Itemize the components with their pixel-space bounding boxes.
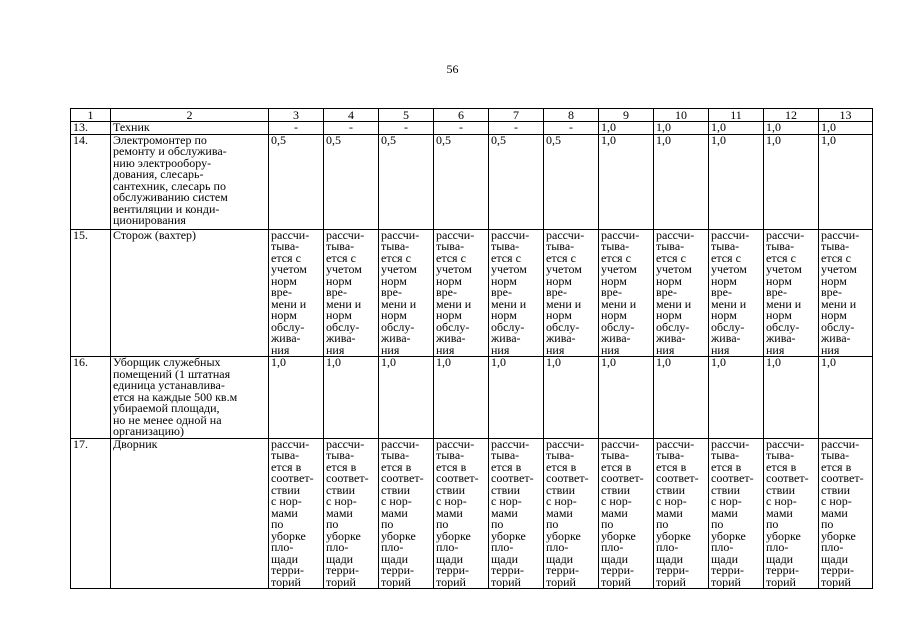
column-header: 12 [764, 109, 819, 122]
table-cell: 1,0 [434, 357, 489, 439]
column-header: 13 [819, 109, 873, 122]
table-cell: 1,0 [269, 357, 324, 439]
staffing-table [70, 108, 873, 589]
position-name: Техник [111, 122, 269, 135]
table-cell: 1,0 [819, 122, 873, 135]
table-row [71, 229, 873, 357]
table-cell: - [544, 122, 599, 135]
column-header: 11 [709, 109, 764, 122]
table-cell: рассчи- тыва- ется в соответ- ствии с нор- мами по уборке пло- щади терри- торий [381, 438, 424, 589]
table-cell: - [324, 122, 379, 135]
table-cell: 1,0 [544, 357, 599, 439]
table-cell: рассчи- тыва- ется в соответ- ствии с нор- мами по уборке пло- щади терри- торий [546, 438, 589, 589]
table-cell: 0,5 [324, 134, 379, 229]
column-header: 3 [269, 109, 324, 122]
table-cell: 1,0 [599, 134, 654, 229]
table-cell: рассчи- тыва- ется с учетом норм вре- мени и норм обслу- жива- ния [766, 229, 805, 357]
position-name: Уборщик служебных помещений (1 штатная единица устанавлива- ется на каждые 500 кв.м убираемой площади, но не менее одной на организацию) [113, 356, 238, 438]
table-cell: 1,0 [819, 134, 873, 229]
table-cell: 1,0 [654, 134, 709, 229]
table-row [71, 357, 873, 439]
table-cell: рассчи- тыва- ется с учетом норм вре- мени и норм обслу- жива- ния [711, 229, 750, 357]
table-cell: 1,0 [654, 122, 709, 135]
table-cell: 0,5 [269, 134, 324, 229]
column-header: 6 [434, 109, 489, 122]
table-cell: 1,0 [764, 134, 819, 229]
column-header: 8 [544, 109, 599, 122]
table-cell: - [379, 122, 434, 135]
table-cell: рассчи- тыва- ется в соответ- ствии с нор- мами по уборке пло- щади терри- торий [711, 438, 754, 589]
table-cell: рассчи- тыва- ется с учетом норм вре- мени и норм обслу- жива- ния [491, 229, 530, 357]
table-cell: - [269, 122, 324, 135]
column-header: 9 [599, 109, 654, 122]
column-header: 7 [489, 109, 544, 122]
table-cell: 1,0 [599, 122, 654, 135]
table-cell: рассчи- тыва- ется в соответ- ствии с нор- мами по уборке пло- щади терри- торий [326, 438, 369, 589]
row-number: 15. [71, 229, 111, 357]
table-cell: рассчи- тыва- ется с учетом норм вре- мени и норм обслу- жива- ния [601, 229, 640, 357]
table-row [71, 122, 873, 135]
table-cell: 0,5 [434, 134, 489, 229]
table-cell: рассчи- тыва- ется с учетом норм вре- мени и норм обслу- жива- ния [326, 229, 365, 357]
position-name: Электромонтер по ремонту и обслужива- нию электрообору- дования, слесарь- сантехник, слесарь по обслуживанию систем вентиляции и конди- ционирования [113, 134, 228, 227]
row-number: 14. [71, 134, 111, 229]
table-cell: рассчи- тыва- ется с учетом норм вре- мени и норм обслу- жива- ния [271, 229, 310, 357]
table-cell: 1,0 [819, 357, 873, 439]
table-cell: рассчи- тыва- ется в соответ- ствии с нор- мами по уборке пло- щади терри- торий [271, 438, 314, 589]
table-cell: 1,0 [764, 357, 819, 439]
column-header: 4 [324, 109, 379, 122]
table-cell: 1,0 [654, 357, 709, 439]
position-name: Сторож (вахтер) [111, 229, 269, 357]
column-header: 5 [379, 109, 434, 122]
table-cell: 1,0 [709, 357, 764, 439]
table-cell: 0,5 [489, 134, 544, 229]
table-cell: 0,5 [379, 134, 434, 229]
table-cell: 0,5 [544, 134, 599, 229]
table-cell: - [434, 122, 489, 135]
table-cell: рассчи- тыва- ется в соответ- ствии с нор- мами по уборке пло- щади терри- торий [601, 438, 644, 589]
table-cell: рассчи- тыва- ется с учетом норм вре- мени и норм обслу- жива- ния [821, 229, 860, 357]
table-cell: 1,0 [764, 122, 819, 135]
row-number: 17. [71, 438, 111, 589]
table-cell: рассчи- тыва- ется с учетом норм вре- мени и норм обслу- жива- ния [656, 229, 695, 357]
table-cell: рассчи- тыва- ется в соответ- ствии с нор- мами по уборке пло- щади терри- торий [491, 438, 534, 589]
table-cell: 1,0 [599, 357, 654, 439]
row-number: 13. [71, 122, 111, 135]
page-number: 56 [446, 62, 459, 76]
column-number-row [71, 109, 873, 122]
table-row [71, 438, 873, 589]
table-cell: рассчи- тыва- ется с учетом норм вре- мени и норм обслу- жива- ния [546, 229, 585, 357]
table-cell: - [489, 122, 544, 135]
table-cell: рассчи- тыва- ется в соответ- ствии с нор- мами по уборке пло- щади терри- торий [436, 438, 479, 589]
column-header: 1 [71, 109, 111, 122]
table-cell: 1,0 [709, 122, 764, 135]
table-cell: рассчи- тыва- ется с учетом норм вре- мени и норм обслу- жива- ния [436, 229, 475, 357]
table-cell: рассчи- тыва- ется в соответ- ствии с нор- мами по уборке пло- щади терри- торий [821, 438, 864, 589]
table-cell: рассчи- тыва- ется с учетом норм вре- мени и норм обслу- жива- ния [381, 229, 420, 357]
table-row [71, 134, 873, 229]
table-cell: 1,0 [489, 357, 544, 439]
column-header: 10 [654, 109, 709, 122]
table-cell: 1,0 [709, 134, 764, 229]
table-cell: 1,0 [379, 357, 434, 439]
row-number: 16. [71, 357, 111, 439]
column-header: 2 [111, 109, 269, 122]
table-cell: рассчи- тыва- ется в соответ- ствии с нор- мами по уборке пло- щади терри- торий [656, 438, 699, 589]
table-cell: 1,0 [324, 357, 379, 439]
table-cell: рассчи- тыва- ется в соответ- ствии с нор- мами по уборке пло- щади терри- торий [766, 438, 809, 589]
position-name: Дворник [111, 438, 269, 589]
